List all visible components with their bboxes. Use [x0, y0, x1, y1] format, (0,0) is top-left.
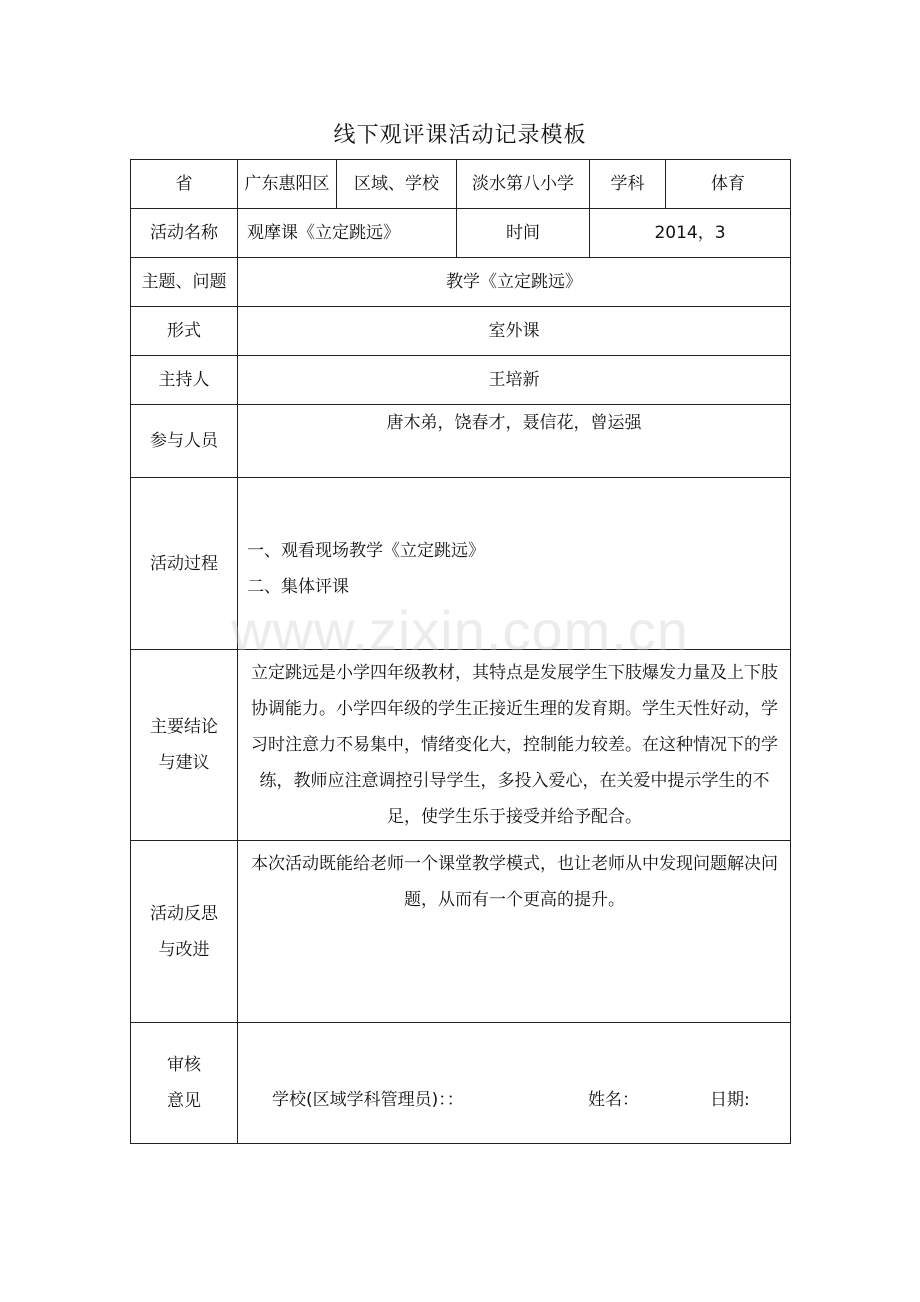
activity-name-label: 活动名称 [131, 209, 238, 258]
watermark: www.zixin.com.cn [231, 599, 689, 662]
subject-label: 学科 [590, 160, 666, 209]
row-conclusion [131, 650, 791, 841]
participants-value: 唐木弟，饶春才，聂信花，曾运强 [238, 405, 791, 478]
conclusion-label-line1: 主要结论 [150, 717, 218, 737]
review-content [238, 1023, 791, 1144]
topic-label: 主题、问题 [131, 258, 238, 307]
time-label: 时间 [457, 209, 590, 258]
reflection-label-line1: 活动反思 [150, 903, 218, 924]
conclusion-text: 立定跳远是小学四年级教材，其特点是发展学生下肢爆发力量及上下肢协调能力。小学四年级的学生正接近生理的发育期。学生天性好动，学习时注意力不易集中，情绪变化大，控制能力较差。在这种情况下的学练，教师应注意调控引导学生，多投入爱心，在关爱中提示学生的不足，使学生乐于接受并给予配合。 [238, 650, 791, 841]
process-label: 活动过程 [131, 478, 238, 650]
participants-label: 参与人员 [131, 405, 238, 478]
conclusion-label-line2: 与建议 [158, 753, 210, 773]
review-label-line2: 意见 [167, 1091, 201, 1111]
review-label-line1: 审核 [167, 1055, 201, 1075]
region-value: 淡水第八小学 [457, 160, 590, 209]
subject-value: 体育 [666, 160, 791, 209]
host-label: 主持人 [131, 356, 238, 405]
process-content [238, 478, 791, 650]
province-value: 广东惠阳区 [238, 160, 337, 209]
row-participants [131, 405, 791, 478]
row-process [131, 478, 791, 650]
host-value: 王培新 [238, 356, 791, 405]
reflection-text: 本次活动既能给老师一个课堂教学模式，也让老师从中发现问题解决问题，从而有一个更高的提升。 [238, 841, 791, 1023]
process-item: 二、集体评课 [247, 576, 349, 597]
province-label: 省 [131, 160, 238, 209]
row-review [131, 1023, 791, 1144]
row-host [131, 356, 791, 405]
time-value: 2014，3 [590, 209, 791, 258]
topic-value: 教学《立定跳远》 [238, 258, 791, 307]
row-basic-info [131, 160, 791, 209]
conclusion-label [131, 650, 238, 841]
page-title: 线下观评课活动记录模板 [333, 123, 587, 148]
reflection-label-line2: 与改进 [158, 939, 210, 960]
row-form [131, 307, 791, 356]
row-topic [131, 258, 791, 307]
region-label: 区域、学校 [337, 160, 457, 209]
form-value: 室外课 [238, 307, 791, 356]
review-date-label: 日期: [710, 1090, 750, 1110]
form-label: 形式 [131, 307, 238, 356]
reflection-label [131, 841, 238, 1023]
review-school-label: 学校(区域学科管理员)：： [272, 1090, 464, 1110]
review-label [131, 1023, 238, 1144]
review-name-label: 姓名： [588, 1090, 639, 1110]
row-reflection [131, 841, 791, 1023]
record-table [130, 159, 791, 1144]
row-activity [131, 209, 791, 258]
activity-name-value: 观摩课《立定跳远》 [238, 209, 457, 258]
process-item: 一、观看现场教学《立定跳远》 [247, 540, 485, 561]
